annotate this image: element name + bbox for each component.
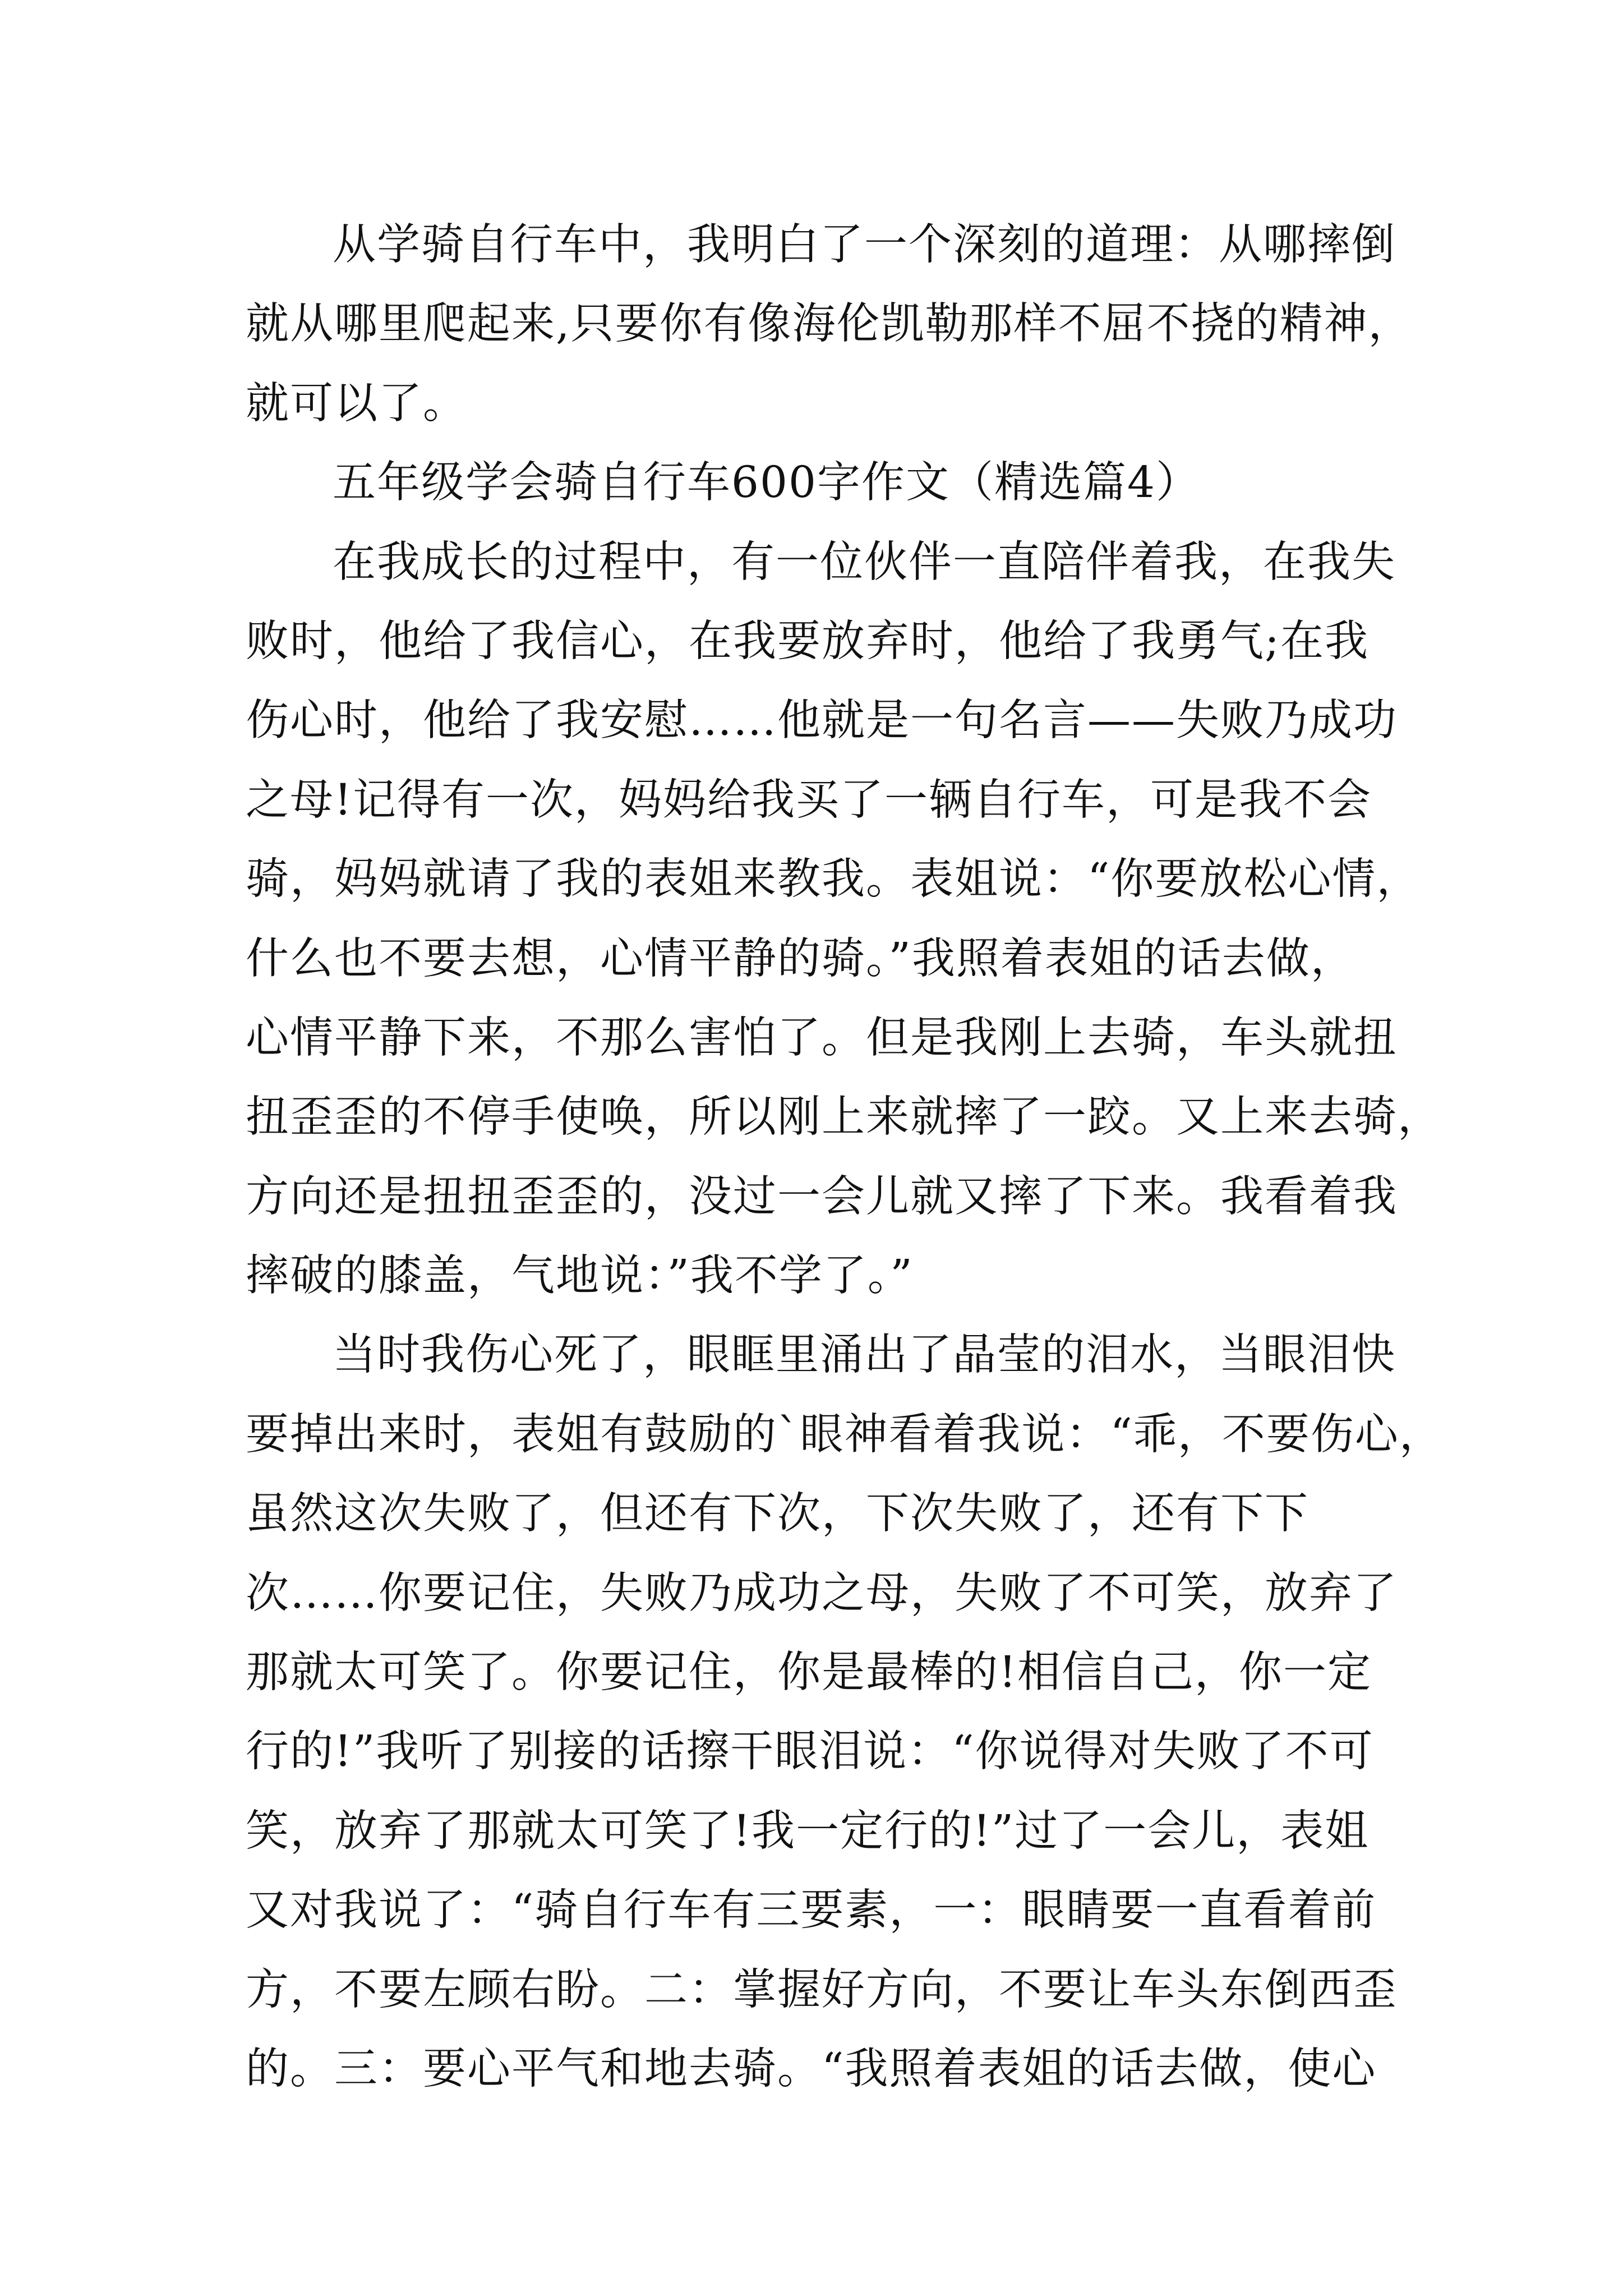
text-line: 要掉出来时，表姐有鼓励的`眼神看着我说：“乖，不要伤心， xyxy=(246,1409,1444,1460)
section-title xyxy=(246,443,1412,522)
text-line: 心情平静下来，不那么害怕了。但是我刚上去骑，车头就扭 xyxy=(246,1013,1398,1063)
text-line: 方向还是扭扭歪歪的，没过一会儿就又摔了下来。我看着我 xyxy=(246,1171,1398,1222)
text-line: 次……你要记住，失败乃成功之母，失败了不可笑，放弃了 xyxy=(246,1568,1398,1618)
text-line: 当时我伤心死了，眼眶里涌出了晶莹的泪水，当眼泪快 xyxy=(333,1330,1396,1381)
text-line: 行的!”我听了别接的话擦干眼泪说：“你说得对失败了不可 xyxy=(246,1727,1374,1777)
text-line: 败时，他给了我信心，在我要放弃时，他给了我勇气;在我 xyxy=(246,616,1369,666)
paragraph xyxy=(246,523,1442,1316)
text-line: 在我成长的过程中，有一位伙伴一直陪伴着我，在我失 xyxy=(333,537,1396,587)
text-line: 伤心时，他给了我安慰……他就是一句名言——失败乃成功 xyxy=(246,696,1398,746)
text-line: 之母!记得有一次，妈妈给我买了一辆自行车，可是我不会 xyxy=(246,775,1372,825)
text-line: 又对我说了：“骑自行车有三要素，一：眼睛要一直看着前 xyxy=(246,1885,1377,1936)
title-line: 五年级学会骑自行车600字作文（精选篇4） xyxy=(333,458,1200,508)
text-line: 骑，妈妈就请了我的表姐来教我。表姐说：“你要放松心情， xyxy=(246,854,1421,905)
paragraph xyxy=(246,1315,1444,2109)
text-line: 扭歪歪的不停手使唤，所以刚上来就摔了一跤。又上来去骑， xyxy=(246,1092,1442,1143)
document-body xyxy=(246,205,1444,2109)
text-line: 从学骑自行车中，我明白了一个深刻的道理：从哪摔倒 xyxy=(333,220,1396,270)
text-line: 什么也不要去想，心情平静的骑。”我照着表姐的话去做， xyxy=(246,933,1355,984)
text-line: 就可以了。 xyxy=(246,378,467,429)
text-line: 就从哪里爬起来,只要你有像海伦凯勒那样不屈不挠的精神， xyxy=(246,299,1413,349)
text-line: 那就太可笑了。你要记住，你是最棒的!相信自己，你一定 xyxy=(246,1648,1372,1698)
text-line: 笑，放弃了那就太可笑了!我一定行的!”过了一会儿，表姐 xyxy=(246,1806,1370,1856)
paragraph xyxy=(246,205,1412,443)
text-line: 方，不要左顾右盼。二：掌握好方向，不要让车头东倒西歪 xyxy=(246,1964,1398,2015)
text-line: 摔破的膝盖，气地说：”我不学了。” xyxy=(246,1251,914,1301)
text-line: 虽然这次失败了，但还有下次，下次失败了，还有下下 xyxy=(246,1489,1309,1539)
text-line: 的。三：要心平气和地去骑。“我照着表姐的话去做，使心 xyxy=(246,2044,1377,2094)
